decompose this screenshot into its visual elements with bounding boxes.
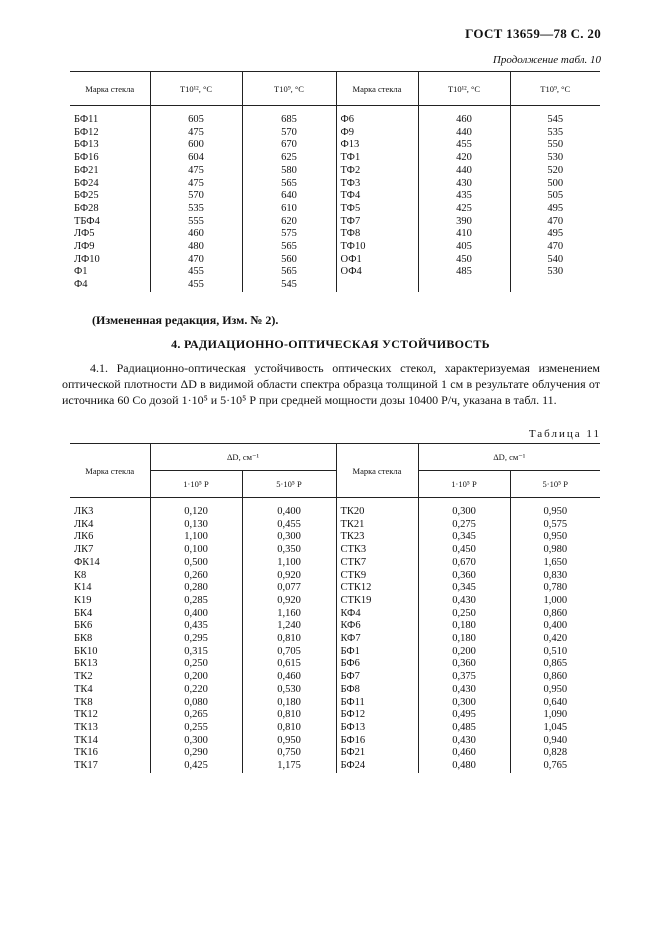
value-cell: 0,200 — [150, 671, 242, 684]
table-row — [70, 178, 600, 191]
glass-grade-cell: ЛФ10 — [70, 254, 150, 267]
value-cell: 0,430 — [418, 595, 510, 608]
amendment-note: (Измененная редакция, Изм. № 2). — [92, 313, 279, 327]
table-row — [70, 266, 600, 279]
value-cell: 0,860 — [543, 671, 568, 683]
value-cell: 0,425 — [150, 760, 242, 773]
value-cell: 0,350 — [242, 544, 336, 557]
value-cell: 0,640 — [543, 696, 568, 708]
value-cell: 575 — [242, 228, 336, 241]
value-cell: 520 — [547, 164, 564, 176]
table-row — [70, 608, 600, 621]
value-cell: 0,345 — [418, 531, 510, 544]
value-cell: 0,950 — [543, 506, 568, 517]
value-cell: 450 — [418, 254, 510, 267]
table-row — [70, 620, 600, 633]
glass-grade-cell: ТФ4 — [336, 190, 418, 203]
value-cell: 620 — [242, 216, 336, 229]
value-cell: 0,750 — [242, 747, 336, 760]
value-cell: 530 — [547, 152, 564, 164]
table-11-header-row — [70, 444, 600, 471]
value-cell: 0,460 — [418, 747, 510, 760]
value-cell: 0,615 — [242, 658, 336, 671]
table-row — [70, 697, 600, 710]
glass-grade-cell: ТК17 — [70, 760, 150, 773]
glass-grade-cell: ТК12 — [70, 709, 150, 722]
glass-grade-cell: БФ28 — [70, 203, 150, 216]
value-cell: 0,495 — [418, 709, 510, 722]
glass-grade-cell: СТК9 — [336, 570, 418, 583]
value-cell: 440 — [418, 127, 510, 140]
value-cell: 560 — [242, 254, 336, 267]
glass-grade-cell: БФ13 — [70, 139, 150, 152]
table-row — [70, 684, 600, 697]
glass-grade-cell: ОФ4 — [336, 266, 418, 279]
value-cell: 580 — [242, 165, 336, 178]
table-row — [70, 633, 600, 646]
glass-grade-cell: ЛФ9 — [70, 241, 150, 254]
value-cell: 1,175 — [242, 760, 336, 773]
glass-grade-cell: БФ13 — [336, 722, 418, 735]
glass-grade-cell: СТК19 — [336, 595, 418, 608]
value-cell: 535 — [150, 203, 242, 216]
value-cell: 545 — [547, 114, 564, 125]
value-cell: 0,120 — [150, 498, 242, 519]
value-cell: 0,300 — [150, 735, 242, 748]
paragraph-4-1 — [62, 360, 600, 408]
value-cell: 535 — [547, 126, 564, 138]
table-row — [70, 139, 600, 152]
glass-grade-cell: СТК7 — [336, 557, 418, 570]
glass-grade-cell: КФ4 — [336, 608, 418, 621]
glass-grade-cell: Ф4 — [70, 279, 150, 292]
value-cell: 545 — [242, 279, 336, 292]
value-cell: 0,865 — [543, 658, 568, 670]
value-cell: 500 — [547, 177, 564, 189]
value-cell: 0,450 — [418, 544, 510, 557]
glass-grade-cell: БФ11 — [336, 697, 418, 710]
glass-grade-cell: К8 — [70, 570, 150, 583]
glass-grade-cell: БФ21 — [336, 747, 418, 760]
table-10 — [70, 71, 600, 292]
t10-col-name: Марка стекла — [70, 72, 150, 106]
value-cell: 0,300 — [418, 697, 510, 710]
value-cell: 565 — [242, 241, 336, 254]
glass-grade-cell: ТК20 — [336, 498, 418, 519]
value-cell: 0,400 — [242, 498, 336, 519]
table-row — [70, 152, 600, 165]
value-cell: 0,810 — [242, 633, 336, 646]
value-cell: 1,100 — [242, 557, 336, 570]
value-cell: 0,290 — [150, 747, 242, 760]
t11-col-dose1-2: 1·10⁵ Р — [418, 471, 510, 498]
value-cell: 475 — [150, 178, 242, 191]
value-cell: 475 — [150, 165, 242, 178]
value-cell: 0,830 — [543, 569, 568, 581]
glass-grade-cell: БК10 — [70, 646, 150, 659]
value-cell: 0,435 — [150, 620, 242, 633]
glass-grade-cell: ТК8 — [70, 697, 150, 710]
glass-grade-cell: ФК14 — [70, 557, 150, 570]
glass-grade-cell: БФ12 — [336, 709, 418, 722]
glass-grade-cell: ТФ3 — [336, 178, 418, 191]
value-cell: 390 — [418, 216, 510, 229]
value-cell: 565 — [242, 266, 336, 279]
value-cell: 0,255 — [150, 722, 242, 735]
table-row — [70, 760, 600, 773]
table-row — [70, 106, 600, 127]
value-cell: 550 — [547, 139, 564, 151]
value-cell: 0,810 — [242, 722, 336, 735]
glass-grade-cell: БФ12 — [70, 127, 150, 140]
t10-col-name-2: Марка стекла — [336, 72, 418, 106]
value-cell: 0,200 — [418, 646, 510, 659]
value-cell: 0,265 — [150, 709, 242, 722]
table-row — [70, 658, 600, 671]
glass-grade-cell: ТФ1 — [336, 152, 418, 165]
glass-grade-cell: БФ25 — [70, 190, 150, 203]
glass-grade-cell: ТК16 — [70, 747, 150, 760]
value-cell: 470 — [150, 254, 242, 267]
value-cell: 495 — [547, 202, 564, 214]
value-cell: 505 — [547, 190, 564, 202]
value-cell: 455 — [150, 266, 242, 279]
glass-grade-cell: БФ16 — [336, 735, 418, 748]
value-cell: 0,180 — [418, 633, 510, 646]
value-cell: 0,260 — [150, 570, 242, 583]
section-title: 4. РАДИАЦИОННО-ОПТИЧЕСКАЯ УСТОЙЧИВОСТЬ — [171, 337, 490, 351]
value-cell: 570 — [150, 190, 242, 203]
value-cell: 470 — [547, 215, 564, 227]
value-cell: 0,500 — [150, 557, 242, 570]
value-cell: 0,430 — [418, 735, 510, 748]
t11-col-group: ΔD, см⁻¹ — [150, 444, 336, 471]
glass-grade-cell: ТФ10 — [336, 241, 418, 254]
value-cell: 0,315 — [150, 646, 242, 659]
table-row — [70, 519, 600, 532]
value-cell: 685 — [242, 106, 336, 127]
table-row — [70, 709, 600, 722]
value-cell: 1,090 — [543, 709, 568, 721]
value-cell: 0,360 — [418, 570, 510, 583]
value-cell: 0,220 — [150, 684, 242, 697]
glass-grade-cell: Ф6 — [336, 106, 418, 127]
value-cell: 455 — [418, 139, 510, 152]
value-cell: 0,280 — [150, 582, 242, 595]
t10-col-t9: T10⁹, °C — [242, 72, 336, 106]
glass-grade-cell: ТК21 — [336, 519, 418, 532]
value-cell: 0,530 — [242, 684, 336, 697]
value-cell: 605 — [150, 106, 242, 127]
value-cell: 1,650 — [543, 556, 568, 568]
value-cell: 0,765 — [543, 760, 568, 772]
table-row — [70, 279, 600, 292]
value-cell: 0,275 — [418, 519, 510, 532]
value-cell: 0,400 — [150, 608, 242, 621]
value-cell: 0,460 — [242, 671, 336, 684]
value-cell: 0,670 — [418, 557, 510, 570]
table-11-subheader-row — [70, 471, 600, 498]
t10-col-t12: T10¹², °C — [150, 72, 242, 106]
value-cell: 0,080 — [150, 697, 242, 710]
value-cell: 0,705 — [242, 646, 336, 659]
glass-grade-cell: ЛК4 — [70, 519, 150, 532]
value-cell: 555 — [150, 216, 242, 229]
value-cell: 0,950 — [543, 531, 568, 543]
value-cell: 460 — [150, 228, 242, 241]
paragraph-text: 4.1. Радиационно-оптическая устойчивость оптических стекол, характеризуемая изменением оптической плотности ΔD в видимой области спектра образца толщиной 1 см в результате облучения от источника 60 Co дозой 1·10⁵ и 5·10⁵ Р при средней мощности дозы 10400 Р/ч, указана в табл. 11. — [62, 361, 600, 407]
glass-grade-cell: ТФ5 — [336, 203, 418, 216]
table-row — [70, 735, 600, 748]
value-cell: 405 — [418, 241, 510, 254]
table-row — [70, 646, 600, 659]
t10-col-t12-2: T10¹², °C — [418, 72, 510, 106]
glass-grade-cell: БК6 — [70, 620, 150, 633]
value-cell: 0,250 — [418, 608, 510, 621]
value-cell: 604 — [150, 152, 242, 165]
value-cell: 1,240 — [242, 620, 336, 633]
value-cell: 485 — [418, 266, 510, 279]
value-cell — [418, 279, 510, 292]
glass-grade-cell: СТК12 — [336, 582, 418, 595]
glass-grade-cell: ОФ1 — [336, 254, 418, 267]
glass-grade-cell: ТБФ4 — [70, 216, 150, 229]
t11-col-name-2: Марка стекла — [336, 444, 418, 498]
value-cell: 0,575 — [543, 518, 568, 530]
value-cell: 625 — [242, 152, 336, 165]
glass-grade-cell: ТК4 — [70, 684, 150, 697]
value-cell: 410 — [418, 228, 510, 241]
value-cell: 0,400 — [543, 620, 568, 632]
value-cell: 540 — [547, 253, 564, 265]
table-row — [70, 747, 600, 760]
value-cell: 565 — [242, 178, 336, 191]
value-cell: 0,295 — [150, 633, 242, 646]
glass-grade-cell: БФ21 — [70, 165, 150, 178]
glass-grade-cell: БК4 — [70, 608, 150, 621]
glass-grade-cell: Ф13 — [336, 139, 418, 152]
value-cell: 460 — [418, 106, 510, 127]
glass-grade-cell: ТФ7 — [336, 216, 418, 229]
glass-grade-cell: БФ8 — [336, 684, 418, 697]
value-cell: 0,480 — [418, 760, 510, 773]
value-cell: 0,300 — [418, 498, 510, 519]
value-cell: 0,455 — [242, 519, 336, 532]
value-cell: 1,045 — [543, 721, 568, 733]
glass-grade-cell: ТФ8 — [336, 228, 418, 241]
glass-grade-cell: ЛК6 — [70, 531, 150, 544]
table-row — [70, 557, 600, 570]
value-cell: 0,485 — [418, 722, 510, 735]
table-11 — [70, 443, 600, 773]
t11-col-group-2: ΔD, см⁻¹ — [418, 444, 600, 471]
glass-grade-cell: БФ1 — [336, 646, 418, 659]
value-cell: 435 — [418, 190, 510, 203]
glass-grade-cell: ЛК3 — [70, 498, 150, 519]
glass-grade-cell: БФ6 — [336, 658, 418, 671]
value-cell: 0,510 — [543, 645, 568, 657]
value-cell: 1,000 — [543, 594, 568, 606]
glass-grade-cell: ТФ2 — [336, 165, 418, 178]
value-cell: 0,077 — [242, 582, 336, 595]
value-cell: 495 — [547, 228, 564, 240]
value-cell: 0,250 — [150, 658, 242, 671]
value-cell: 480 — [150, 241, 242, 254]
value-cell: 600 — [150, 139, 242, 152]
glass-grade-cell: ТК14 — [70, 735, 150, 748]
table-row — [70, 722, 600, 735]
table-11-caption: Таблица 11 — [528, 428, 601, 440]
glass-grade-cell: БК13 — [70, 658, 150, 671]
glass-grade-cell: ЛФ5 — [70, 228, 150, 241]
value-cell: 0,345 — [418, 582, 510, 595]
value-cell: 1,160 — [242, 608, 336, 621]
table-10-header-row — [70, 72, 600, 106]
value-cell: 570 — [242, 127, 336, 140]
t11-col-dose2: 5·10⁵ Р — [242, 471, 336, 498]
glass-grade-cell: Ф9 — [336, 127, 418, 140]
glass-grade-cell: КФ6 — [336, 620, 418, 633]
value-cell: 0,828 — [543, 747, 568, 759]
value-cell: 0,920 — [242, 595, 336, 608]
glass-grade-cell: СТК3 — [336, 544, 418, 557]
value-cell: 0,180 — [242, 697, 336, 710]
value-cell: 0,810 — [242, 709, 336, 722]
table-row — [70, 216, 600, 229]
value-cell: 670 — [242, 139, 336, 152]
glass-grade-cell: ЛК7 — [70, 544, 150, 557]
glass-grade-cell: ТК13 — [70, 722, 150, 735]
table-row — [70, 544, 600, 557]
page-header: ГОСТ 13659—78 С. 20 — [465, 26, 601, 41]
value-cell: 1,100 — [150, 531, 242, 544]
glass-grade-cell: К19 — [70, 595, 150, 608]
value-cell: 425 — [418, 203, 510, 216]
table-row — [70, 531, 600, 544]
glass-grade-cell: ТК23 — [336, 531, 418, 544]
glass-grade-cell: Ф1 — [70, 266, 150, 279]
value-cell: 0,940 — [543, 734, 568, 746]
value-cell: 0,950 — [242, 735, 336, 748]
value-cell: 0,360 — [418, 658, 510, 671]
value-cell: 420 — [418, 152, 510, 165]
t10-col-t9-2: T10⁹, °C — [510, 72, 600, 106]
glass-grade-cell: БК8 — [70, 633, 150, 646]
table-row — [70, 203, 600, 216]
table-row — [70, 254, 600, 267]
table-row — [70, 595, 600, 608]
value-cell: 0,420 — [543, 633, 568, 645]
glass-grade-cell: ТК2 — [70, 671, 150, 684]
table-row — [70, 582, 600, 595]
value-cell: 0,920 — [242, 570, 336, 583]
value-cell: 0,430 — [418, 684, 510, 697]
glass-grade-cell: КФ7 — [336, 633, 418, 646]
value-cell: 455 — [150, 279, 242, 292]
value-cell: 0,375 — [418, 671, 510, 684]
value-cell: 440 — [418, 165, 510, 178]
value-cell: 640 — [242, 190, 336, 203]
glass-grade-cell: БФ16 — [70, 152, 150, 165]
table-row — [70, 570, 600, 583]
value-cell: 0,100 — [150, 544, 242, 557]
value-cell: 0,980 — [543, 544, 568, 556]
value-cell: 0,300 — [242, 531, 336, 544]
glass-grade-cell: БФ7 — [336, 671, 418, 684]
glass-grade-cell: БФ11 — [70, 106, 150, 127]
glass-grade-cell — [336, 279, 418, 292]
glass-grade-cell: БФ24 — [336, 760, 418, 773]
continuation-note: Продолжение табл. 10 — [492, 54, 601, 66]
value-cell: 530 — [547, 266, 564, 278]
table-row — [70, 190, 600, 203]
table-row — [70, 228, 600, 241]
value-cell: 430 — [418, 178, 510, 191]
value-cell: 470 — [547, 241, 564, 253]
value-cell: 0,950 — [543, 683, 568, 695]
value-cell — [510, 279, 600, 292]
t11-col-dose1: 1·10⁵ Р — [150, 471, 242, 498]
table-row — [70, 671, 600, 684]
value-cell: 0,130 — [150, 519, 242, 532]
value-cell: 610 — [242, 203, 336, 216]
t11-col-dose2-2: 5·10⁵ Р — [510, 471, 600, 498]
table-row — [70, 241, 600, 254]
table-row — [70, 165, 600, 178]
table-row — [70, 498, 600, 519]
t11-col-name: Марка стекла — [70, 444, 150, 498]
value-cell: 0,780 — [543, 582, 568, 594]
value-cell: 0,285 — [150, 595, 242, 608]
value-cell: 0,180 — [418, 620, 510, 633]
value-cell: 475 — [150, 127, 242, 140]
value-cell: 0,860 — [543, 607, 568, 619]
glass-grade-cell: БФ24 — [70, 178, 150, 191]
table-row — [70, 127, 600, 140]
glass-grade-cell: К14 — [70, 582, 150, 595]
